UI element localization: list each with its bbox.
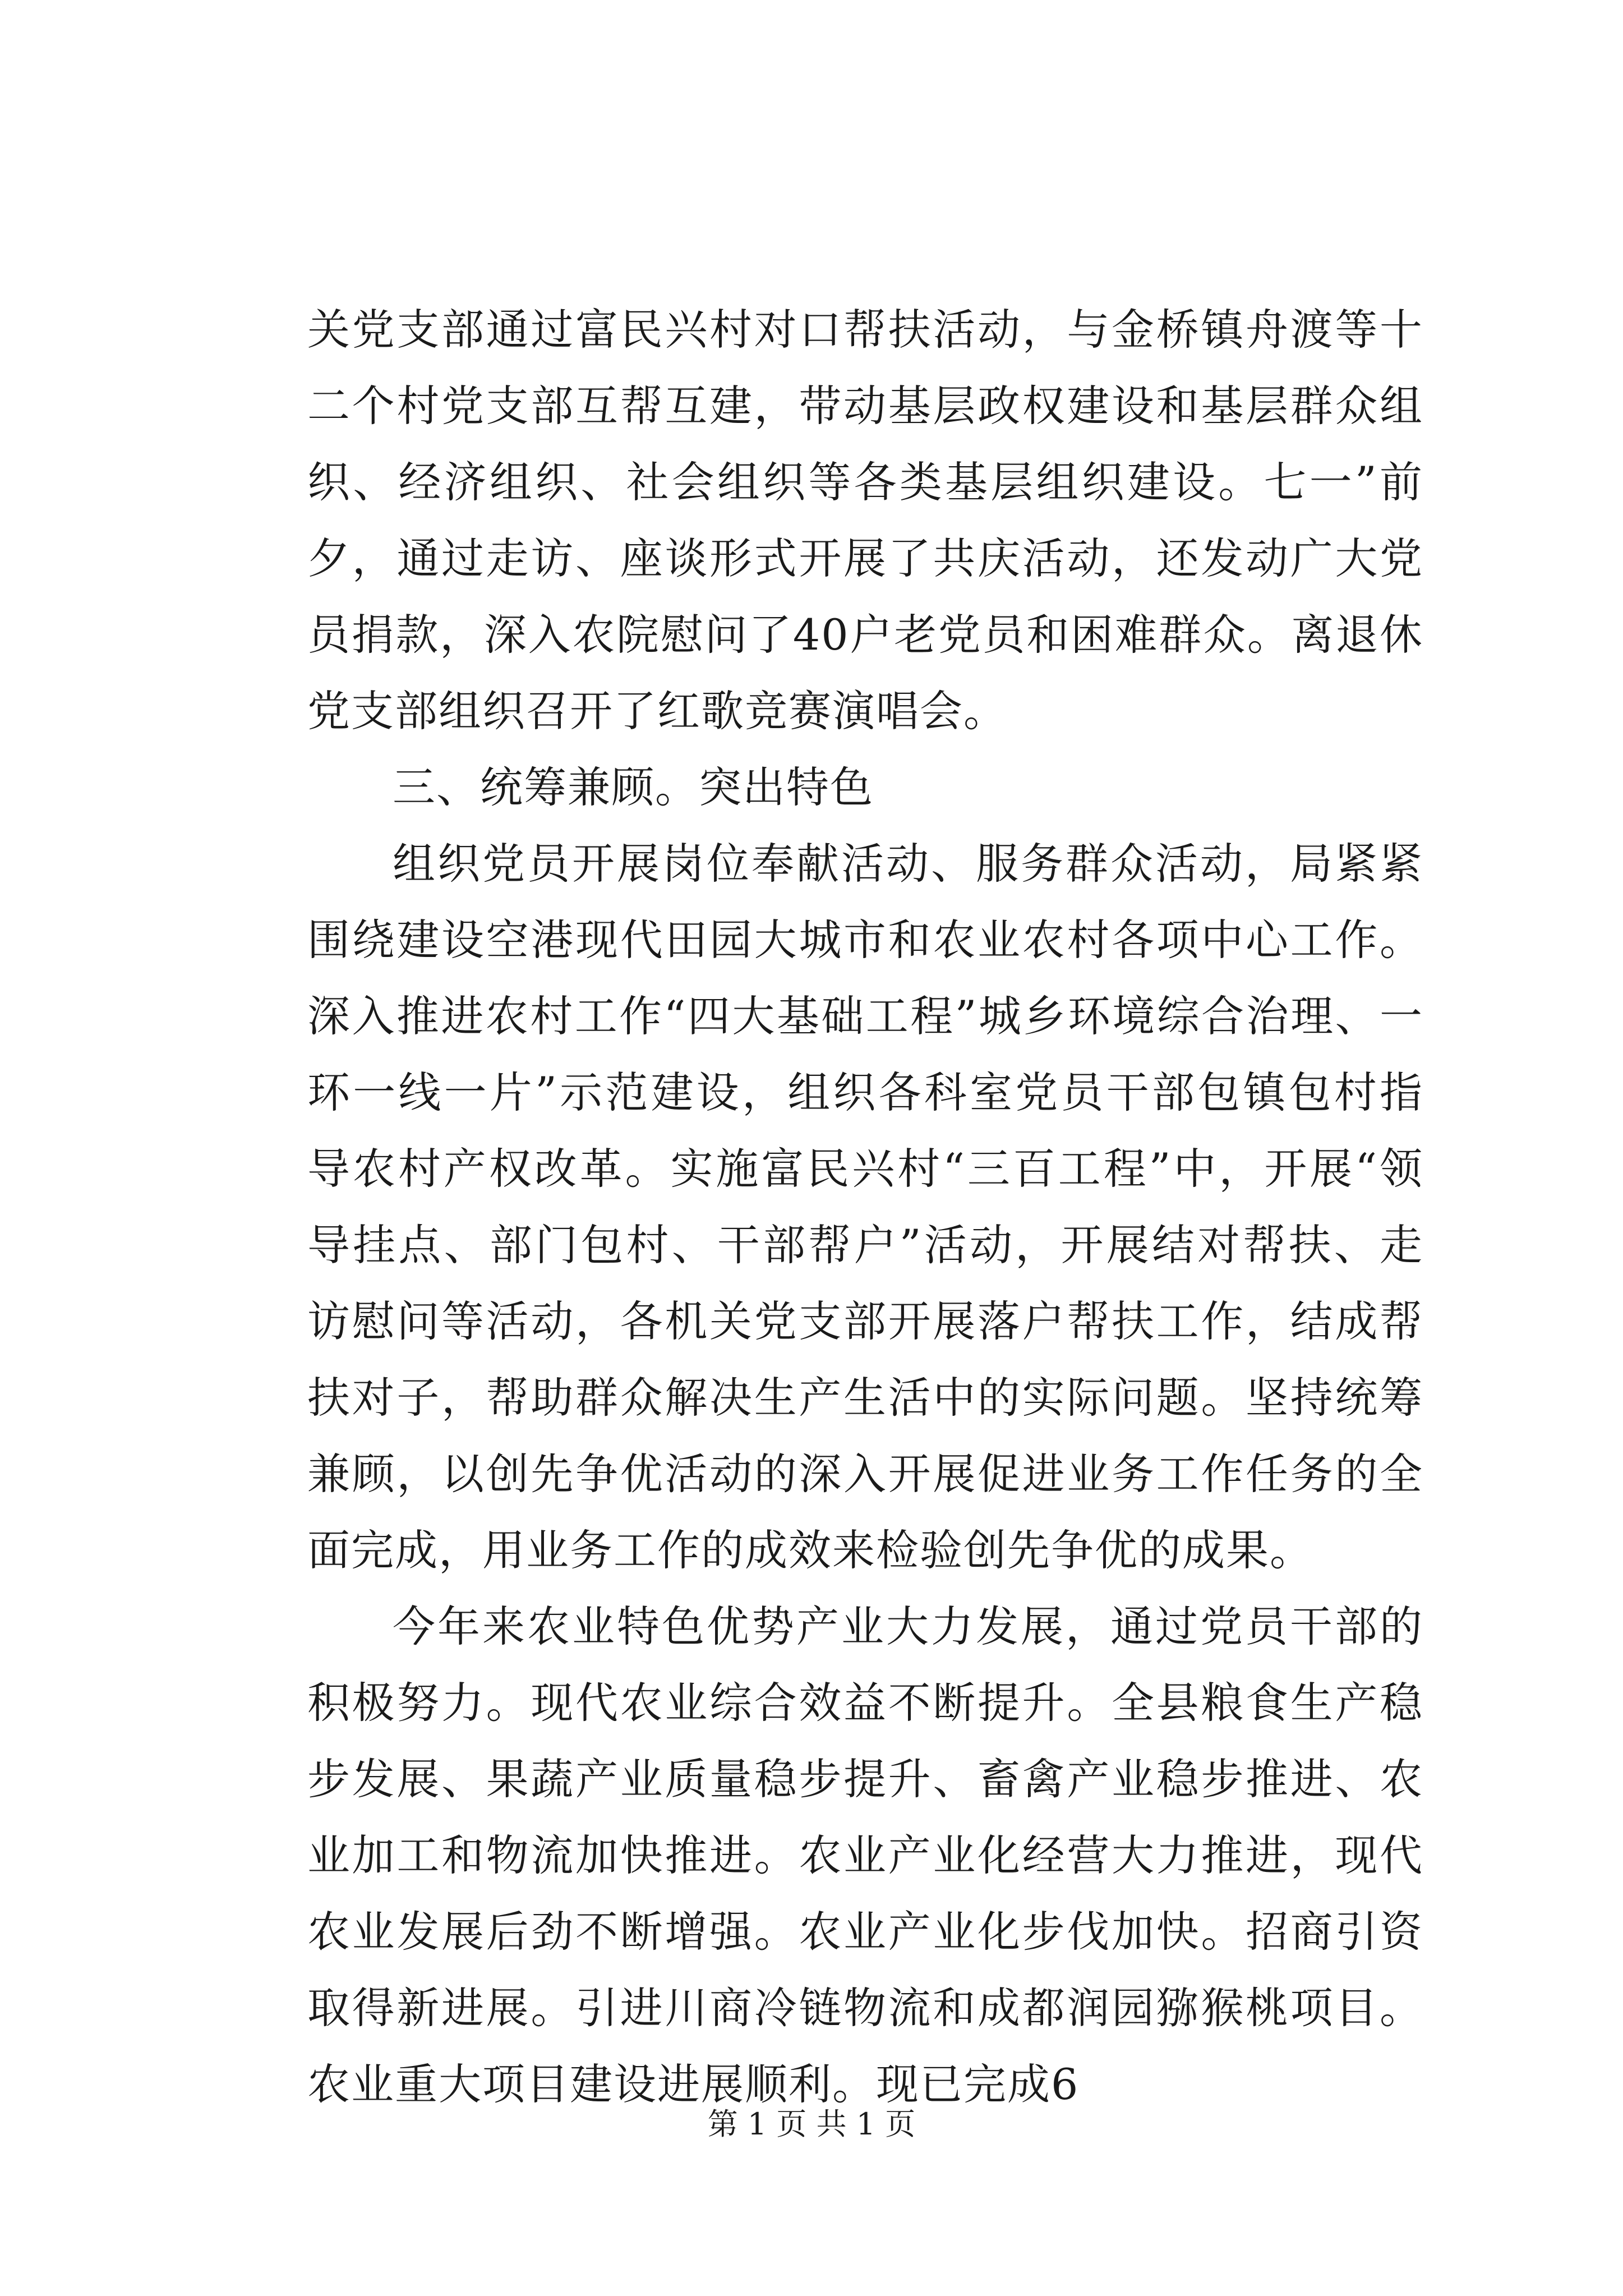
paragraph: 组织党员开展岗位奉献活动、服务群众活动，局紧紧围绕建设空港现代田园大城市和农业农村各项中心工作。深入推进农村工作“四大基础工程”城乡环境综合治理、一环一线一片”示范建设，组织各科室党员干部包镇包村指导农村产权改革。实施富民兴村“三百工程”中，开展“领导挂点、部门包村、干部帮户”活动，开展结对帮扶、走访慰问等活动，各机关党支部开展落户帮扶工作，结成帮扶对子，帮助群众解决生产生活中的实际问题。坚持统筹兼顾，以创先争优活动的深入开展促进业务工作任务的全面完成，用业务工作的成效来检验创先争优的成果。: [307, 839, 1423, 1575]
paragraph: 今年来农业特色优势产业大力发展，通过党员干部的积极努力。现代农业综合效益不断提升。全县粮食生产稳步发展、果蔬产业质量稳步提升、畜禽产业稳步推进、农业加工和物流加快推进。农业产业化经营大力推进，现代农业发展后劲不断增强。农业产业化步伐加快。招商引资取得新进展。引进川商冷链物流和成都润园猕猴桃项目。农业重大项目建设进展顺利。现已完成6: [307, 1602, 1423, 2109]
paragraph-continuation: 关党支部通过富民兴村对口帮扶活动，与金桥镇舟渡等十二个村党支部互帮互建，带动基层政权建设和基层群众组织、经济组织、社会组织等各类基层组织建设。七一”前夕，通过走访、座谈形式开展了共庆活动，还发动广大党员捐款，深入农院慰问了40户老党员和困难群众。离退休党支部组织召开了红歌竞赛演唱会。: [307, 305, 1423, 736]
document-body: [307, 292, 1423, 2123]
section-heading: 三、统筹兼顾。突出特色: [393, 762, 874, 812]
page-footer: 第 1 页 共 1 页: [707, 2106, 916, 2142]
